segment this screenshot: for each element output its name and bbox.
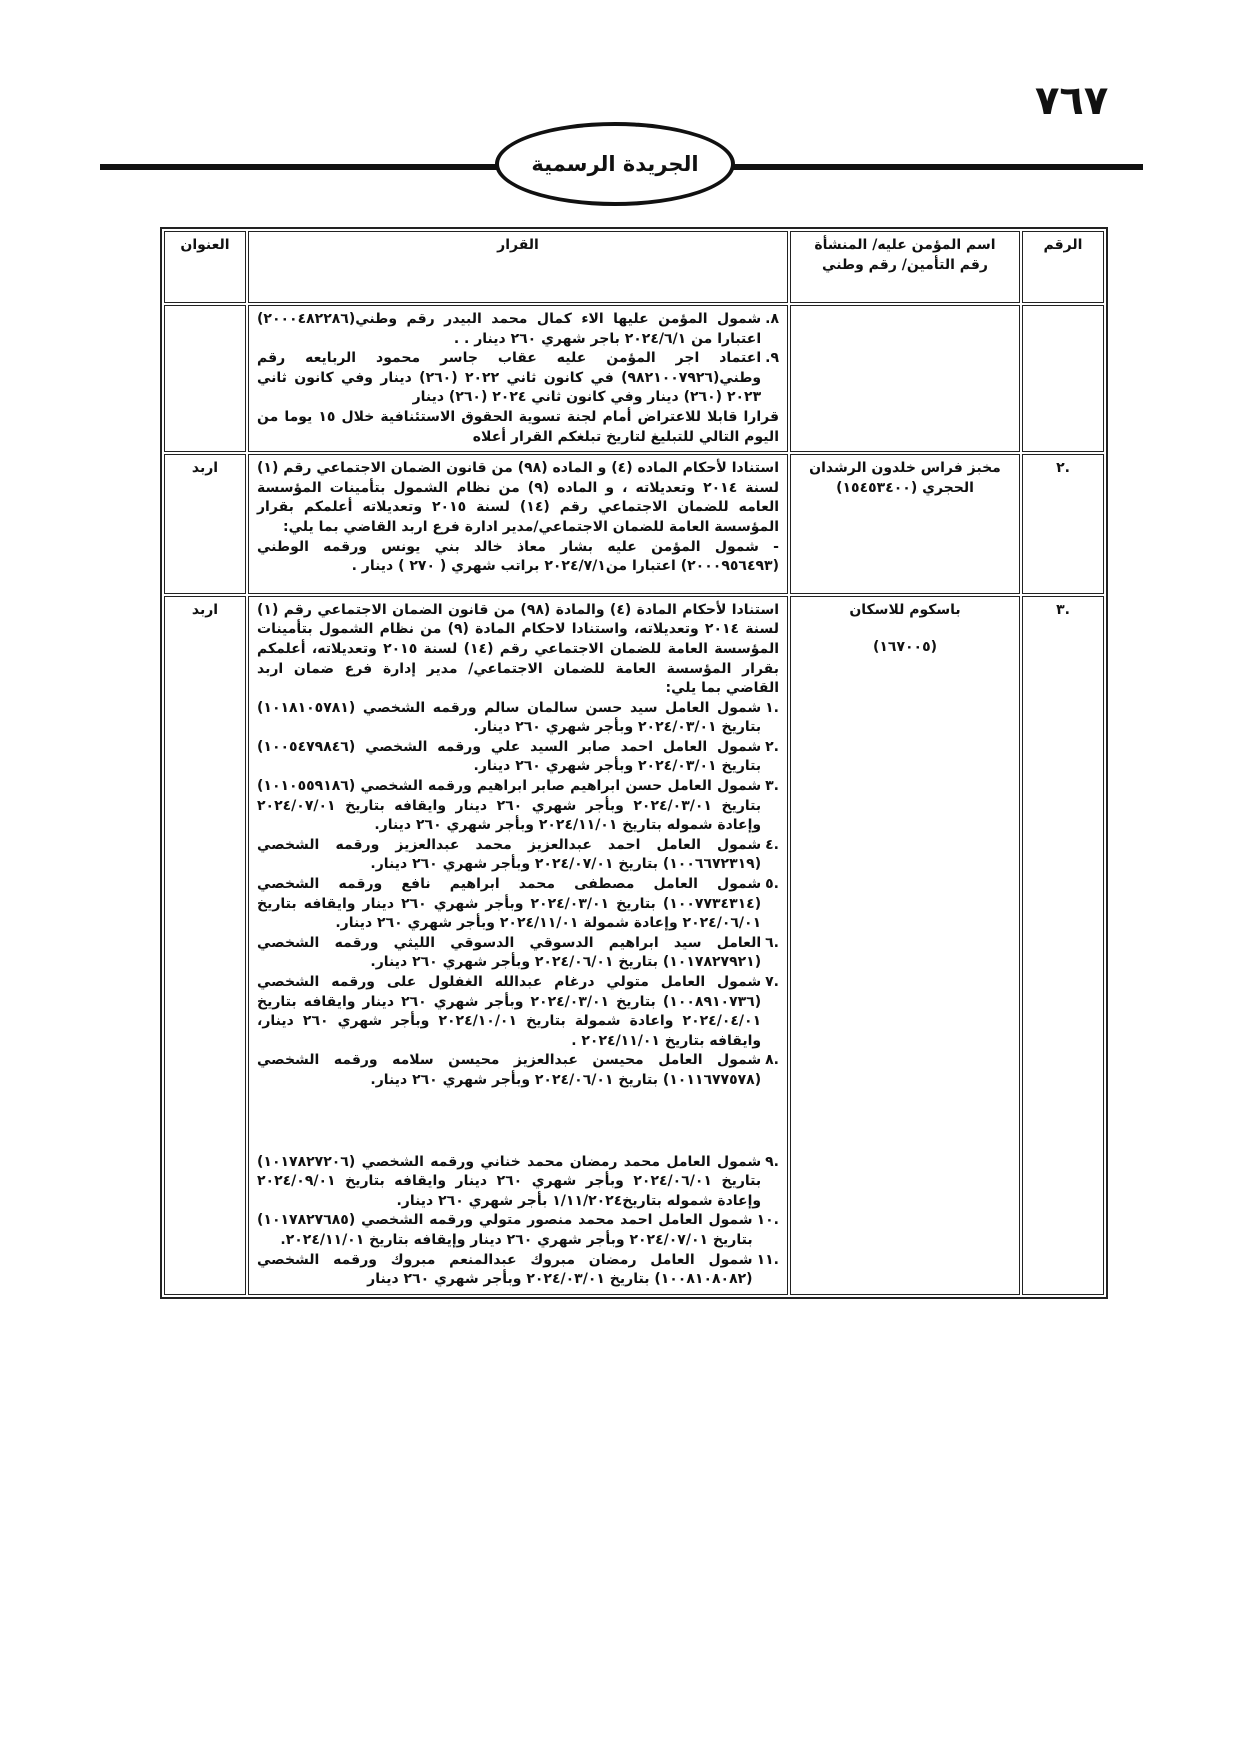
item-text: شمول العامل احمد صابر السيد علي ورقمه الشخصي (١٠٠٥٤٧٩٨٤٦) بتاريخ ٢٠٢٤/٠٣/٠١ وبأجر شهري ٢٦٠ دينار. [257, 738, 762, 775]
item-number: .١١ [756, 1251, 779, 1268]
decision-item [257, 836, 779, 875]
establishment-code: (١٦٧٠٠٥) [872, 639, 938, 656]
row-address: اربد [164, 596, 246, 1295]
decision-item [257, 1211, 779, 1250]
item-number: .٤ [765, 836, 779, 853]
item-text: شمول المؤمن عليها الاء كمال محمد البيدر رقم وطني(٢٠٠٠٤٨٢٢٨٦) اعتبارا من ٢٠٢٤/٦/١ باجر شهري ٢٦٠ دينار . . [257, 311, 762, 347]
table-row [164, 454, 1104, 594]
page-number: ٧٦٧ [1035, 78, 1109, 124]
row-address [164, 305, 246, 452]
row-number: .٣ [1022, 596, 1104, 1295]
decision-item [257, 875, 779, 934]
item-text: شمول العامل متولي درغام عبدالله الغفلول على ورقمه الشخصي (١٠٠٨٩١٠٧٣٦) بتاريخ ٢٠٢٤/٠٣/٠١ وبأجر شهري ٢٦٠ دينار وايقافه بتاريخ ٢٠٢٤/٠٤/٠١ واعادة شمولة بتاريخ ٢٠٢٤/١٠/٠١ وبأجر شهري ٢٦٠ دينار، وايقافه بتاريخ ٢٠٢٤/١١/٠١ . [257, 974, 762, 1049]
row-decision [248, 305, 788, 452]
decision-item [257, 934, 779, 973]
item-number: .٨ [765, 1052, 779, 1069]
header-address: العنوان [164, 231, 246, 303]
header-name: اسم المؤمن عليه/ المنشأة رقم التأمين/ رقم وطني [790, 231, 1020, 303]
table-row [164, 596, 1104, 1295]
decision-item [257, 699, 779, 738]
item-number: ٨. [765, 311, 779, 327]
item-text: شمول العامل مصطفى محمد ابراهيم نافع ورقمه الشخصي (١٠٠٧٧٣٤٣١٤) بتاريخ ٢٠٢٤/٠٣/٠١ وبأجر شهري ٢٦٠ دينار وايقافه بتاريخ ٢٠٢٤/٠٦/٠١ وإعادة شمولة ٢٠٢٤/١١/٠١ وبأجر شهري ٢٦٠ دينار. [257, 876, 762, 932]
decision-item [257, 1153, 779, 1212]
item-number: .١٠ [756, 1212, 779, 1229]
decision-intro: استنادا لأحكام المادة (٤) والمادة (٩٨) من قانون الضمان الاجتماعي رقم (١) لسنة ٢٠١٤ وتعديلاته، واستنادا لاحكام المادة (٩) من نظام الشمول بتأمينات المؤسسة العامة للضمان الاجتماعي رقم (١٤) لسنة ٢٠١٥ وتعديلاته، أعلمكم بقرار المؤسسة العامة للضمان الاجتماعي/ مدير إدارة فرع ضمان اربد القاضي بما يلي: [257, 601, 780, 697]
item-number: ٩. [765, 350, 779, 367]
row-name [790, 596, 1020, 1295]
item-number: .٥ [765, 876, 779, 893]
row-name [790, 305, 1020, 452]
header-decision: القرار [248, 231, 788, 303]
decision-item [257, 310, 779, 349]
item-text: اعتماد اجر المؤمن عليه عقاب جاسر محمود الربايعه رقم وطني(٩٨٢١٠٠٧٩٢٦) في كانون ثاني ٢٠٢٢ (٢٦٠) دينار وفي كانون ثاني ٢٠٢٣ (٢٦٠) دينار وفي كانون ثاني ٢٠٢٤ (٢٦٠) دينار [257, 350, 762, 406]
row-decision [248, 596, 788, 1295]
blank-gap [257, 1091, 779, 1153]
decision-item [257, 777, 779, 836]
decision-closing: قرارا قابلا للاعتراض أمام لجنة تسوية الحقوق الاستئنافية خلال ١٥ يوما من اليوم التالي للتبليغ لتاريخ تبلغكم القرار أعلاه [257, 408, 779, 445]
item-number: .٧ [765, 974, 779, 990]
header-number: الرقم [1022, 231, 1104, 303]
decision-intro: استنادا لأحكام الماده (٤) و الماده (٩٨) من قانون الضمان الاجتماعي رقم (١) لسنة ٢٠١٤ وتعديلاته ، و الماده (٩) من نظام الشمول بتأمينات المؤسسة العامه للضمان الاجتماعي رقم (١٤) لسنة ٢٠١٥ وتعديلاته أعلمكم بقرار المؤسسة العامة للضمان الاجتماعي/مدير ادارة فرع اربد القاضي بما يلي: [257, 460, 780, 535]
establishment-name: باسكوم للاسكان [849, 601, 961, 618]
row-address: اربد [164, 454, 246, 594]
item-text: شمول العامل رمضان مبروك عبدالمنعم مبروك ورقمه الشخصي (١٠٠٨١٠٨٠٨٢) بتاريخ ٢٠٢٤/٠٣/٠١ وبأجر شهري ٢٦٠ دينار [257, 1251, 753, 1288]
item-text: شمول العامل حسن ابراهيم صابر ابراهيم ورقمه الشخصي (١٠١٠٥٥٩١٨٦) بتاريخ ٢٠٢٤/٠٣/٠١ وبأجر شهري ٢٦٠ دينار وايقافه بتاريخ ٢٠٢٤/٠٧/٠١ وإعادة شموله بتاريخ ٢٠٢٤/١١/٠١ وبأجر شهري ٢٦٠ دينار. [257, 778, 762, 834]
item-number: .٦ [765, 934, 779, 951]
decision-item [257, 1251, 779, 1290]
item-number: .١ [765, 699, 779, 716]
decision-item [257, 1051, 779, 1090]
item-text: شمول العامل احمد عبدالعزيز محمد عبدالعزيز ورقمه الشخصي (١٠٠٦٦٧٢٣١٩) بتاريخ ٢٠٢٤/٠٧/٠١ وبأجر شهري ٢٦٠ دينار. [257, 836, 762, 873]
row-name: مخبز فراس خلدون الرشدان الحجري (١٥٤٥٣٤٠٠) [790, 454, 1020, 594]
header-row [164, 231, 1104, 303]
row-number: .٢ [1022, 454, 1104, 594]
decision-item [257, 738, 779, 777]
item-number: .٢ [765, 738, 779, 755]
row-number [1022, 305, 1104, 452]
item-text: شمول العامل احمد محمد منصور متولي ورقمه الشخصي (١٠١٧٨٢٧٦٨٥) بتاريخ ٢٠٢٤/٠٧/٠١ وبأجر شهري ٢٦٠ دينار وإيقافه بتاريخ ٢٠٢٤/١١/٠١. [257, 1212, 753, 1248]
row-decision [248, 454, 788, 594]
decision-item: - شمول المؤمن عليه بشار معاذ خالد بني يونس ورقمه الوطني (٢٠٠٠٩٥٦٤٩٣) اعتبارا من٢٠٢٤/٧/١ براتب شهري ( ٢٧٠ ) دينار . [257, 538, 779, 575]
item-text: شمول العامل محمد رمضان محمد خناني ورقمه الشخصي (١٠١٧٨٢٧٢٠٦) بتاريخ ٢٠٢٤/٠٦/٠١ وبأجر شهري ٢٦٠ دينار وايقافه بتاريخ ٢٠٢٤/٠٩/٠١ وإعادة شموله بتاريخ١/١١/٢٠٢٤ بأجر شهري ٢٦٠ دينار. [257, 1153, 762, 1209]
item-text: العامل سيد ابراهيم الدسوقي الدسوقي الليثي ورقمه الشخصي (١٠١٧٨٢٧٩٢١) بتاريخ ٢٠٢٤/٠٦/٠١ وبأجر شهري ٢٦٠ دينار. [257, 934, 762, 971]
item-text: شمول العامل محيسن عبدالعزيز محيسن سلامه ورقمه الشخصي (١٠١١٦٧٧٥٧٨) بتاريخ ٢٠٢٤/٠٦/٠١ وبأجر شهري ٢٦٠ دينار. [257, 1052, 762, 1088]
decision-item [257, 349, 779, 408]
item-number: .٩ [765, 1153, 779, 1170]
item-text: شمول العامل سيد حسن سالمان سالم ورقمه الشخصي (١٠١٨١٠٥٧٨١) بتاريخ ٢٠٢٤/٠٣/٠١ وبأجر شهري ٢٦٠ دينار. [257, 699, 762, 736]
item-number: .٣ [765, 778, 779, 795]
decision-item [257, 973, 779, 1051]
masthead-title: الجريدة الرسمية [495, 122, 735, 206]
table-row [164, 305, 1104, 452]
decisions-table [160, 227, 1108, 1299]
